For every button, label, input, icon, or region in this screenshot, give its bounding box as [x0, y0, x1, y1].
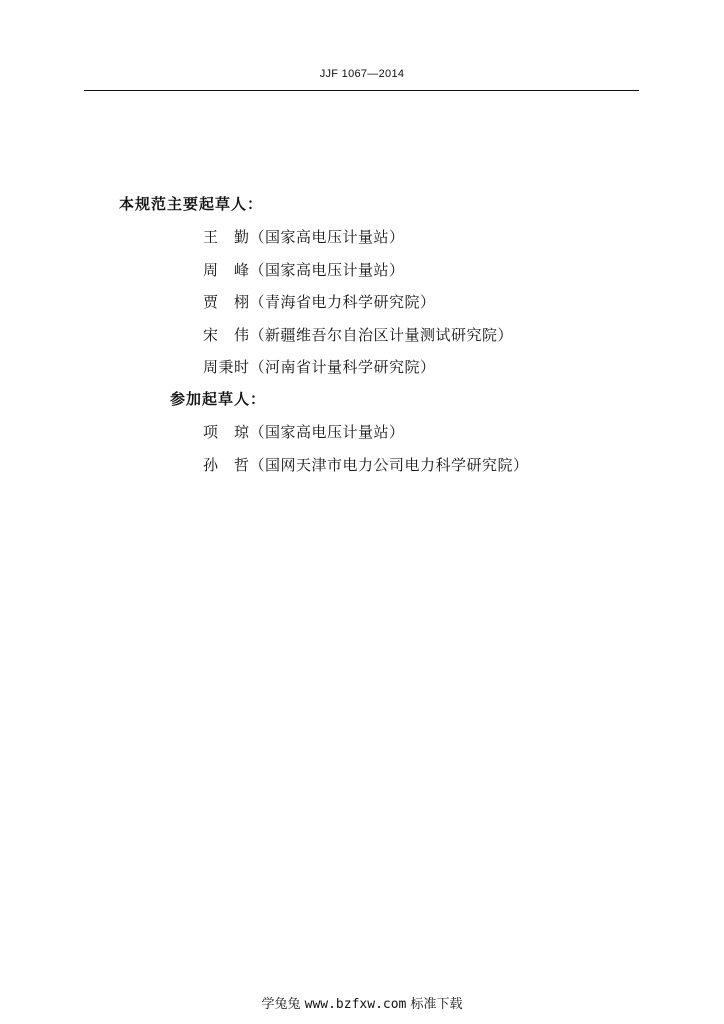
drafter-name: 贾 栩: [203, 293, 250, 311]
participating-drafters-heading: 参加起草人：: [170, 390, 267, 408]
drafter-row: [203, 291, 436, 312]
main-drafters-heading: 本规范主要起草人：: [119, 195, 264, 213]
drafter-organization: （国家高电压计量站）: [249, 228, 405, 246]
drafter-name: 宋 伟: [203, 326, 250, 344]
footer-download-label: 标准下载: [410, 997, 463, 1012]
drafter-row: [203, 226, 405, 247]
drafter-name: 周 峰: [203, 261, 250, 279]
drafter-organization: （国网天津市电力公司电力科学研究院）: [249, 456, 529, 474]
drafter-organization: （国家高电压计量站）: [249, 423, 405, 441]
standard-code: JJF 1067—2014: [319, 68, 405, 80]
drafter-row: [203, 356, 436, 377]
footer-site-name: 学兔兔: [261, 997, 301, 1012]
drafter-row: [203, 324, 513, 345]
drafter-organization: （青海省电力科学研究院）: [249, 293, 436, 311]
drafter-name: 王 勤: [203, 228, 250, 246]
footer-url-link[interactable]: www.bzfxw.com: [304, 997, 407, 1012]
drafter-name: 周秉时: [203, 358, 250, 376]
header-divider: [84, 90, 639, 91]
drafter-name: 项 琼: [203, 423, 250, 441]
drafter-row: [203, 454, 529, 475]
drafter-organization: （河南省计量科学研究院）: [249, 358, 436, 376]
drafter-name: 孙 哲: [203, 456, 250, 474]
drafter-organization: （国家高电压计量站）: [249, 261, 405, 279]
drafter-row: [203, 421, 405, 442]
footer-watermark: [0, 993, 724, 1012]
drafter-organization: （新疆维吾尔自治区计量测试研究院）: [249, 326, 514, 344]
drafter-row: [203, 259, 405, 280]
